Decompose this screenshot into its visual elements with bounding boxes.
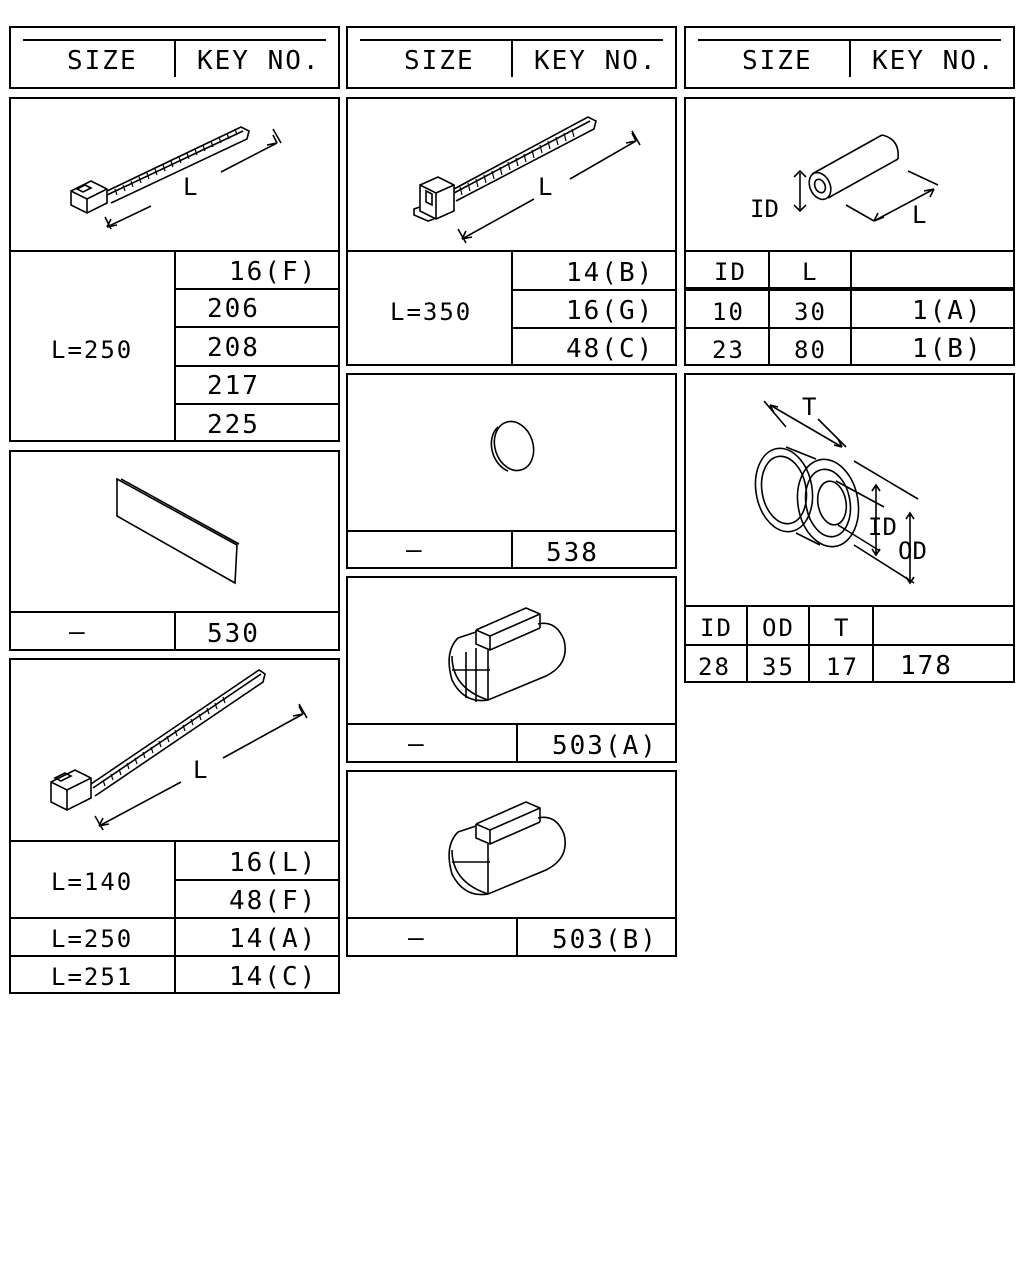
tie-250-table <box>9 250 340 442</box>
header-col2 <box>346 26 677 89</box>
od-cell: 35 <box>762 653 795 681</box>
column-header-id: ID <box>714 258 747 286</box>
clip-icon <box>348 772 679 921</box>
l-cell: 80 <box>794 336 827 364</box>
key-cell: 14(B) <box>566 258 655 288</box>
key-cell: 225 <box>207 410 260 440</box>
column-header-l: L <box>802 258 819 286</box>
grommet-illustration-panel <box>684 373 1015 607</box>
header-key-label: KEY NO. <box>197 46 321 76</box>
t-cell: 17 <box>826 653 859 681</box>
key-cell: 530 <box>207 619 260 649</box>
sheet-table <box>9 611 340 651</box>
disc-table <box>346 530 677 569</box>
dim-t-label: T <box>802 393 817 421</box>
key-cell: 1(B) <box>912 334 983 364</box>
key-cell: 217 <box>207 371 260 401</box>
size-cell: — <box>408 729 426 759</box>
tie-350-table <box>346 250 677 366</box>
tube-table <box>684 250 1015 366</box>
dim-id-label: ID <box>750 195 779 223</box>
size-cell: — <box>408 923 426 953</box>
dim-l-label: L <box>538 173 553 201</box>
size-cell: L=140 <box>51 868 134 896</box>
column-header-t: T <box>834 614 851 642</box>
size-cell: L=250 <box>51 336 134 364</box>
dim-id-label: ID <box>868 513 897 541</box>
tie-350-illustration-panel <box>346 97 677 252</box>
id-cell: 23 <box>712 336 745 364</box>
header-col3 <box>684 26 1015 89</box>
tie-250-illustration-panel <box>9 97 340 252</box>
id-cell: 28 <box>698 653 731 681</box>
header-key-label: KEY NO. <box>872 46 996 76</box>
tie-140-table <box>9 840 340 994</box>
key-cell: 16(F) <box>229 257 318 287</box>
key-cell: 178 <box>900 651 953 681</box>
grommet-icon <box>686 375 1017 609</box>
l-cell: 30 <box>794 298 827 326</box>
clip-icon <box>348 578 679 727</box>
size-cell: — <box>69 617 87 647</box>
key-cell: 503(A) <box>552 731 658 761</box>
cable-tie-icon <box>11 99 342 254</box>
key-cell: 503(B) <box>552 925 658 955</box>
tie-140-illustration-panel <box>9 658 340 842</box>
key-cell: 208 <box>207 333 260 363</box>
key-cell: 538 <box>546 538 599 568</box>
column-header-od: OD <box>762 614 795 642</box>
header-size-label: SIZE <box>404 46 475 76</box>
size-cell: L=350 <box>390 298 473 326</box>
sheet-icon <box>11 452 342 615</box>
dim-od-label: OD <box>898 537 927 565</box>
key-cell: 16(G) <box>566 296 655 326</box>
header-size-label: SIZE <box>67 46 138 76</box>
grommet-table <box>684 605 1015 683</box>
dim-l-label: L <box>183 173 198 201</box>
disc-icon <box>348 375 679 534</box>
clip-b-table <box>346 917 677 957</box>
key-cell: 14(C) <box>229 962 318 992</box>
header-col1 <box>9 26 340 89</box>
key-cell: 16(L) <box>229 848 318 878</box>
clip-b-illustration-panel <box>346 770 677 919</box>
sheet-illustration-panel <box>9 450 340 613</box>
key-cell: 206 <box>207 294 260 324</box>
cable-tie-icon <box>11 660 342 844</box>
key-cell: 14(A) <box>229 924 318 954</box>
header-size-label: SIZE <box>742 46 813 76</box>
column-header-id: ID <box>700 614 733 642</box>
cable-tie-icon <box>348 99 679 254</box>
header-key-label: KEY NO. <box>534 46 658 76</box>
size-cell: L=250 <box>51 925 134 953</box>
key-cell: 48(F) <box>229 886 318 916</box>
size-cell: L=251 <box>51 963 134 991</box>
clip-a-table <box>346 723 677 763</box>
clip-a-illustration-panel <box>346 576 677 725</box>
key-cell: 1(A) <box>912 296 983 326</box>
disc-illustration-panel <box>346 373 677 532</box>
key-cell: 48(C) <box>566 334 655 364</box>
tube-illustration-panel <box>684 97 1015 252</box>
size-cell: — <box>406 535 424 565</box>
id-cell: 10 <box>712 298 745 326</box>
tube-icon <box>686 99 1017 254</box>
dim-l-label: L <box>912 201 927 229</box>
dim-l-label: L <box>193 756 208 784</box>
